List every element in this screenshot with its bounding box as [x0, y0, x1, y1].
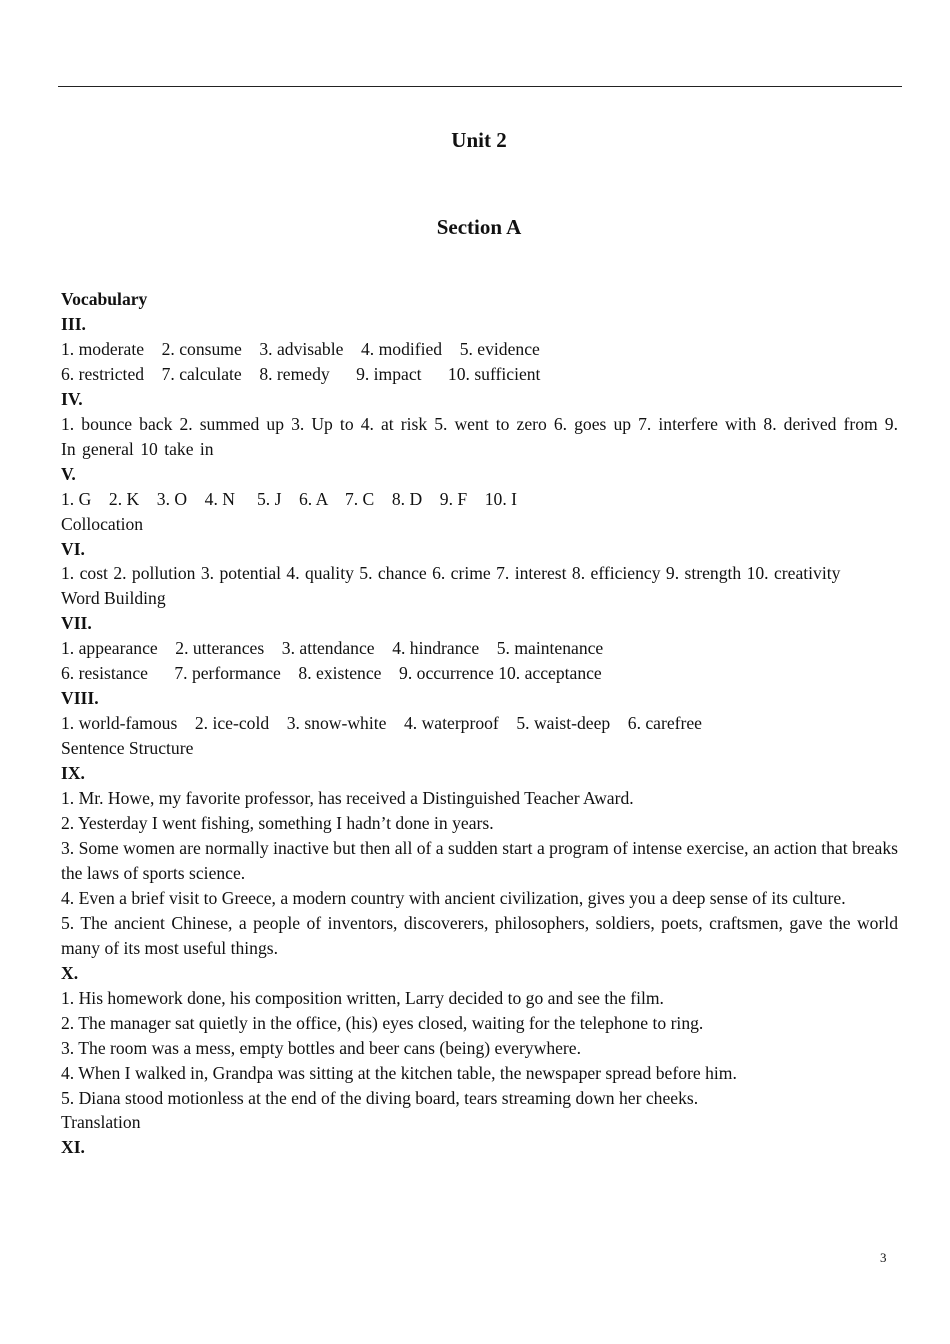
- exercise-vii-answers: 1. appearance 2. utterances 3. attendance 4. hindrance 5. maintenance: [61, 638, 604, 659]
- exercise-iii-answers: 1. moderate 2. consume 3. advisable 4. modified 5. evidence: [61, 338, 540, 359]
- translation-heading: Translation: [61, 1112, 141, 1133]
- exercise-ix-item: 3. Some women are normally inactive but then all of a sudden start a program of intense exercise, an action that breaks the laws of sports science.: [61, 837, 898, 883]
- exercise-viii-label: VIII.: [61, 688, 99, 709]
- exercise-x-item: 5. Diana stood motionless at the end of the diving board, tears streaming down her cheeks.: [61, 1087, 699, 1108]
- exercise-viii-answers: 1. world-famous 2. ice-cold 3. snow-white 4. waterproof 5. waist-deep 6. carefree: [61, 713, 702, 734]
- exercise-ix-item: 1. Mr. Howe, my favorite professor, has received a Distinguished Teacher Award.: [61, 788, 634, 809]
- exercise-iv-answers: 1. bounce back 2. summed up 3. Up to 4. at risk 5. went to zero 6. goes up 7. interfere with 8. derived from 9. In general 10 take in: [61, 413, 898, 459]
- exercise-iii-label: III.: [61, 313, 86, 334]
- exercise-x-label: X.: [61, 962, 79, 983]
- exercise-vi-answers: 1. cost 2. pollution 3. potential 4. quality 5. chance 6. crime 7. interest 8. efficiency 9. strength 10. creativity: [61, 563, 841, 584]
- exercise-x-item: 3. The room was a mess, empty bottles and beer cans (being) everywhere.: [61, 1037, 581, 1058]
- exercise-iv-label: IV.: [61, 388, 83, 409]
- exercise-x-item: 1. His homework done, his composition written, Larry decided to go and see the film.: [61, 987, 664, 1008]
- exercise-ix-label: IX.: [61, 763, 85, 784]
- exercise-vii-label: VII.: [61, 613, 92, 634]
- exercise-v-answers: 1. G 2. K 3. O 4. N 5. J 6. A 7. C 8. D 9. F 10. I: [61, 488, 517, 509]
- sentence-structure-heading: Sentence Structure: [61, 738, 194, 759]
- exercise-xi-label: XI.: [61, 1137, 85, 1158]
- exercise-ix-item: 4. Even a brief visit to Greece, a modern country with ancient civilization, gives you a deep sense of its culture.: [61, 887, 846, 908]
- header-rule: [58, 86, 902, 87]
- exercise-x-item: 2. The manager sat quietly in the office, (his) eyes closed, waiting for the telephone to ring.: [61, 1012, 704, 1033]
- answer-key-content: [61, 287, 898, 1160]
- exercise-x-item: 4. When I walked in, Grandpa was sitting at the kitchen table, the newspaper spread before him.: [61, 1062, 737, 1083]
- word-building-heading: Word Building: [61, 588, 166, 609]
- unit-title: Unit 2: [451, 128, 507, 152]
- exercise-vi-label: VI.: [61, 538, 85, 559]
- exercise-iii-answers: 6. restricted 7. calculate 8. remedy 9. impact 10. sufficient: [61, 363, 541, 384]
- exercise-vii-answers: 6. resistance 7. performance 8. existence 9. occurrence 10. acceptance: [61, 663, 602, 684]
- section-title: Section A: [436, 215, 522, 239]
- collocation-heading: Collocation: [61, 513, 144, 534]
- exercise-v-label: V.: [61, 463, 76, 484]
- exercise-ix-item: 5. The ancient Chinese, a people of inventors, discoverers, philosophers, soldiers, poets, craftsmen, gave the world many of its most useful things.: [61, 912, 898, 958]
- page-number: 3: [880, 1250, 887, 1265]
- exercise-ix-item: 2. Yesterday I went fishing, something I hadn’t done in years.: [61, 813, 494, 834]
- vocabulary-heading: Vocabulary: [61, 289, 148, 309]
